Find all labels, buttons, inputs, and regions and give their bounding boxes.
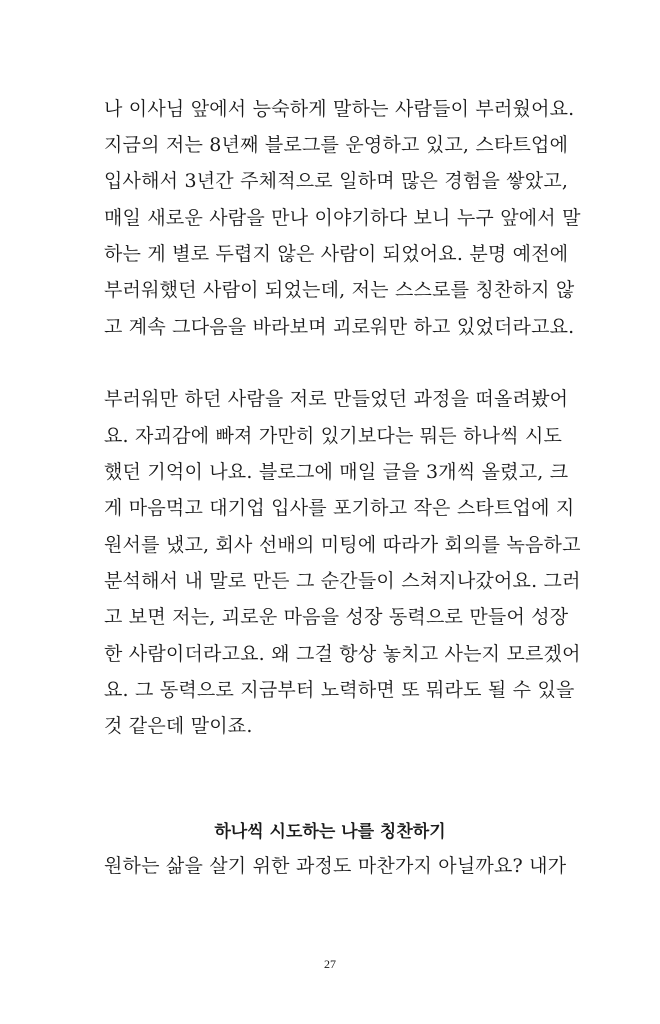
body-line: 부러워만 하던 사람을 저로 만들었던 과정을 떠올려봤어: [104, 388, 569, 410]
body-line: 매일 새로운 사람을 만나 이야기하다 보니 누구 앞에서 말: [104, 207, 581, 229]
body-line: 것 같은데 말이죠.: [104, 715, 253, 737]
body-line: 한 사람이더라고요. 왜 그걸 항상 놓치고 사는지 모르겠어: [104, 643, 581, 665]
body-line: 입사해서 3년간 주체적으로 일하며 많은 경험을 쌓았고,: [104, 170, 569, 192]
body-line: 고 계속 그다음을 바라보며 괴로워만 하고 있었더라고요.: [104, 316, 575, 338]
body-line: 나 이사님 앞에서 능숙하게 말하는 사람들이 부러웠어요.: [104, 98, 575, 120]
body-line: 부러워했던 사람이 되었는데, 저는 스스로를 칭찬하지 않: [104, 279, 575, 301]
body-line: 원하는 삶을 살기 위한 과정도 마찬가지 아닐까요? 내가: [104, 855, 567, 877]
body-line: 요. 자괴감에 빠져 가만히 있기보다는 뭐든 하나씩 시도: [104, 425, 563, 447]
section-heading: 하나씩 시도하는 나를 칭찬하기: [214, 822, 446, 842]
page-number: 27: [324, 957, 336, 971]
body-line: 분석해서 내 말로 만든 그 순간들이 스쳐지나갔어요. 그러: [104, 570, 581, 592]
body-line: 요. 그 동력으로 지금부터 노력하면 또 뭐라도 될 수 있을: [104, 679, 575, 701]
body-line: 게 마음먹고 대기업 입사를 포기하고 작은 스타트업에 지: [104, 497, 575, 519]
body-line: 했던 기억이 나요. 블로그에 매일 글을 3개씩 올렸고, 크: [104, 461, 569, 483]
body-line: 고 보면 저는, 괴로운 마음을 성장 동력으로 만들어 성장: [104, 606, 569, 628]
body-line: 지금의 저는 8년째 블로그를 운영하고 있고, 스타트업에: [104, 134, 569, 156]
body-line: 하는 게 별로 두렵지 않은 사람이 되었어요. 분명 예전에: [104, 243, 569, 265]
body-line: 원서를 냈고, 회사 선배의 미팅에 따라가 회의를 녹음하고: [104, 534, 581, 556]
